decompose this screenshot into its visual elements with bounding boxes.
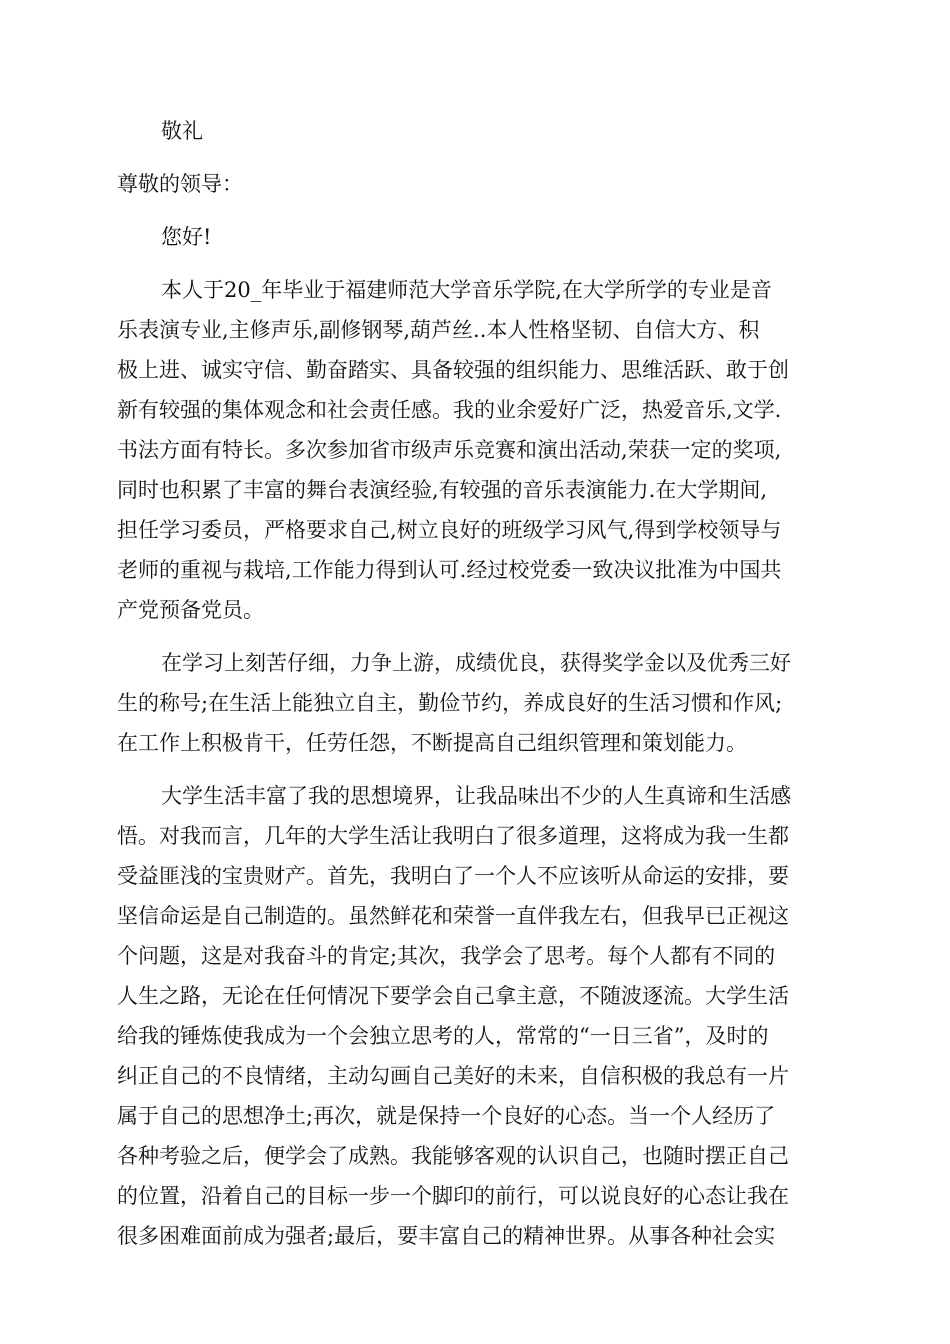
document-body [117,111,837,1256]
paragraph-line: 老师的重视与栽培,工作能力得到认可.经过校党委一致决议批准为中国共 [117,558,782,582]
paragraph-line: 极上进、诚实守信、勤奋踏实、具备较强的组织能力、思维活跃、敢于创 [117,358,789,382]
paragraph-line: 书法方面有特长。多次参加省市级声乐竞赛和演出活动,荣获一定的奖项, [117,438,782,462]
paragraph-line: 新有较强的集体观念和社会责任感。我的业余爱好广泛，热爱音乐,文学. [117,398,782,422]
paragraph-line: 本人于20_年毕业于福建师范大学音乐学院,在大学所学的专业是音 [161,278,772,302]
paragraph-line: 同时也积累了丰富的舞台表演经验,有较强的音乐表演能力.在大学期间, [117,478,768,502]
paragraph [117,270,837,630]
paragraph-line: 各种考验之后，便学会了成熟。我能够客观的认识自己，也随时摆正自己 [117,1144,789,1168]
paragraph-line: 纠正自己的不良情绪，主动勾画自己美好的未来，自信积极的我总有一片 [117,1064,789,1088]
paragraph-line: 担任学习委员，严格要求自己,树立良好的班级学习风气,得到学校领导与 [117,518,782,542]
paragraph-line: 产党预备党员。 [117,598,264,622]
paragraph-line: 生的称号;在生活上能独立自主，勤俭节约，养成良好的生活习惯和作风; [117,691,783,715]
paragraph-line: 坚信命运是自己制造的。虽然鲜花和荣誉一直伴我左右，但我早已正视这 [117,904,789,928]
paragraph-line: 受益匪浅的宝贵财产。首先，我明白了一个人不应该听从命运的安排，要 [117,864,789,888]
body-paragraphs [117,270,837,1256]
paragraph-line: 人生之路，无论在任何情况下要学会自己拿主意，不随波逐流。大学生活 [117,984,789,1008]
paragraph [117,776,837,1256]
paragraph-line: 悟。对我而言，几年的大学生活让我明白了很多道理，这将成为我一生都 [117,824,789,848]
paragraph [117,643,837,763]
paragraph-line: 乐表演专业,主修声乐,副修钢琴,葫芦丝..本人性格坚韧、自信大方、积 [117,318,760,342]
paragraph-line: 在学习上刻苦仔细，力争上游，成绩优良，获得奖学金以及优秀三好 [161,651,791,675]
paragraph-line: 大学生活丰富了我的思想境界，让我品味出不少的人生真谛和生活感 [161,784,791,808]
salutation: 尊敬的领导： [117,172,243,196]
paragraph-line: 很多困难面前成为强者;最后，要丰富自己的精神世界。从事各种社会实 [117,1224,776,1248]
paragraph-line: 个问题，这是对我奋斗的肯定;其次，我学会了思考。每个人都有不同的 [117,944,776,968]
paragraph-line: 在工作上积极肯干，任劳任怨，不断提高自己组织管理和策划能力。 [117,731,747,755]
greeting: 您好! [161,225,212,249]
paragraph-line: 属于自己的思想净土;再次，就是保持一个良好的心态。当一个人经历了 [117,1104,776,1128]
paragraph-line: 的位置，沿着自己的目标一步一个脚印的前行，可以说良好的心态让我在 [117,1184,789,1208]
closing-line: 敬礼 [161,119,203,143]
paragraph-line: 给我的锤炼使我成为一个会独立思考的人，常常的“一日三省”，及时的 [117,1024,769,1048]
